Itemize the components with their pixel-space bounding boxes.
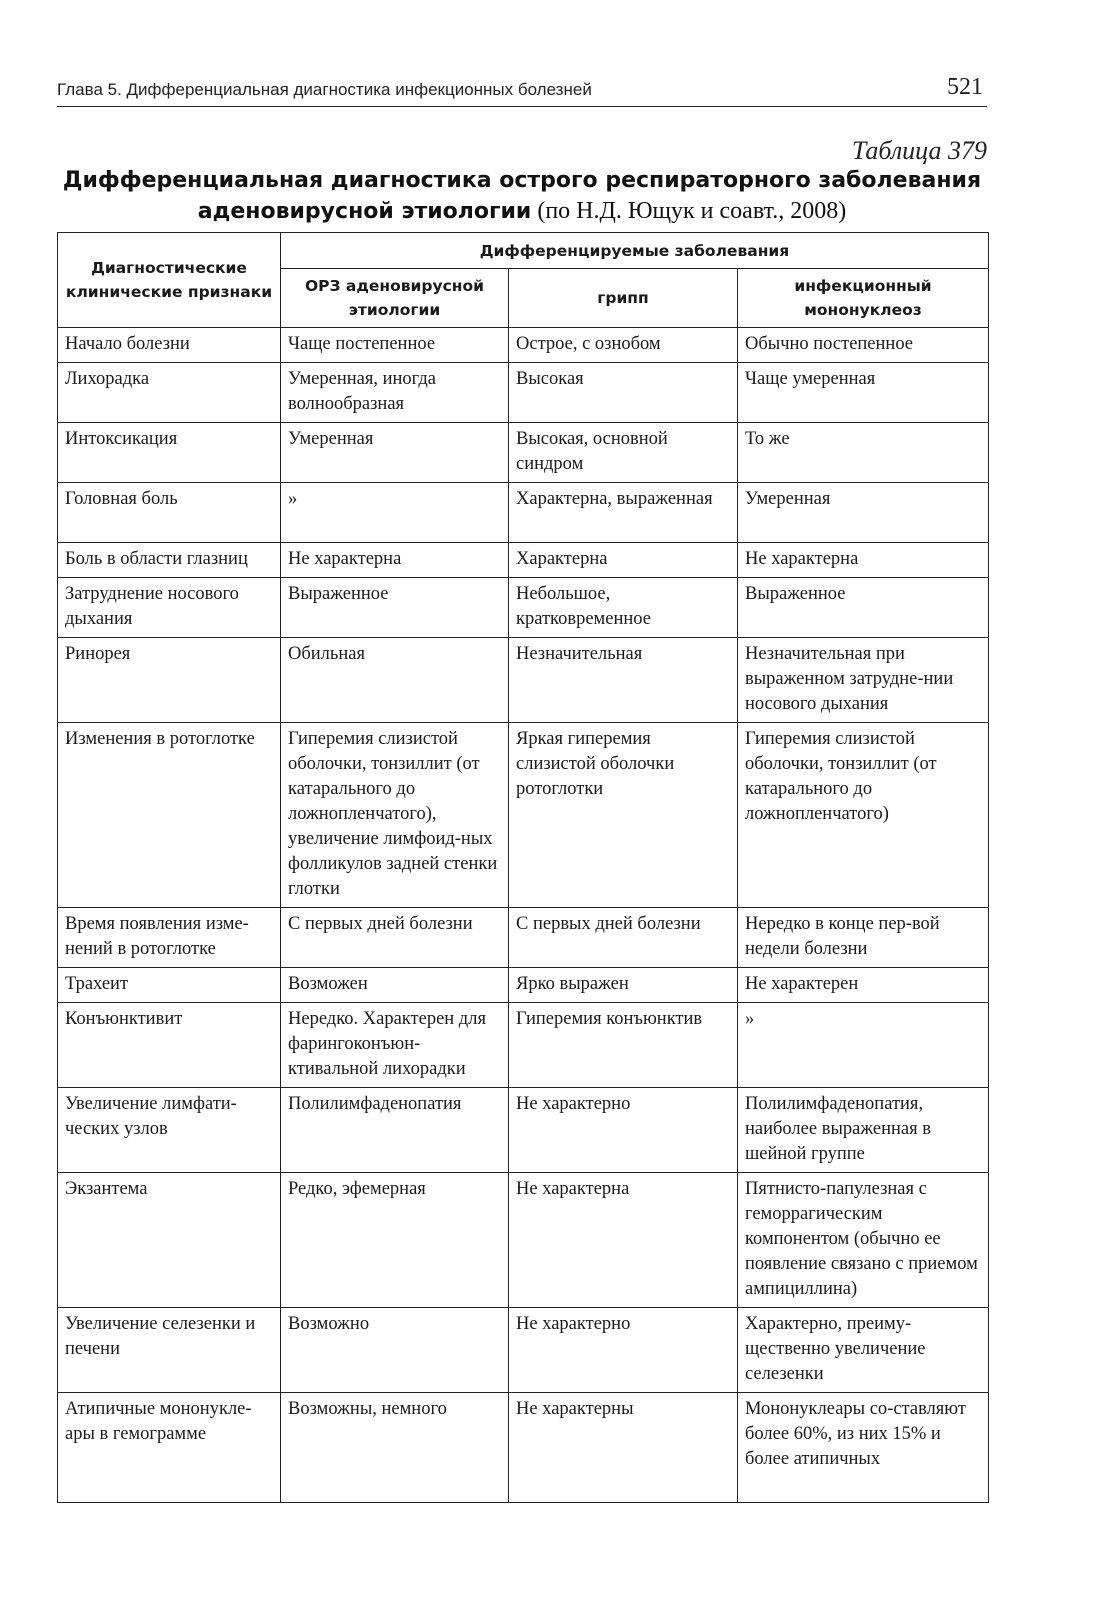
sign-cell: Головная боль: [58, 483, 281, 543]
value-cell: Редко, эфемерная: [281, 1173, 509, 1308]
chapter-title: Глава 5. Дифференциальная диагностика инфекционных болезней: [57, 80, 592, 99]
table-row: [58, 1088, 989, 1173]
value-cell: Умеренная: [738, 483, 989, 543]
table-title: [57, 166, 987, 227]
table-body: [58, 328, 989, 1503]
header-flu: грипп: [509, 269, 738, 328]
sign-cell: Атипичные мононукле-ары в гемограмме: [58, 1393, 281, 1503]
header-group: Дифференцируемые заболевания: [281, 233, 989, 269]
table-row: [58, 578, 989, 638]
table-title-line2-bold: аденовирусной этиологии: [197, 199, 532, 224]
table-title-line2: [57, 196, 987, 227]
value-cell: Не характерна: [738, 543, 989, 578]
table-row: [58, 363, 989, 423]
value-cell: С первых дней болезни: [509, 908, 738, 968]
value-cell: Нередко. Характерен для фарингоконъюн-ктивальной лихорадки: [281, 1003, 509, 1088]
value-cell: Чаще постепенное: [281, 328, 509, 363]
table-row: [58, 543, 989, 578]
table-row: [58, 328, 989, 363]
table-row: [58, 1393, 989, 1503]
sign-cell: Трахеит: [58, 968, 281, 1003]
table-row: [58, 1308, 989, 1393]
value-cell: Обычно постепенное: [738, 328, 989, 363]
sign-cell: Затруднение носового дыхания: [58, 578, 281, 638]
page-number: 521: [947, 74, 983, 100]
table-row: [58, 1003, 989, 1088]
value-cell: Возможен: [281, 968, 509, 1003]
table-title-line1: Дифференциальная диагностика острого респираторного заболевания: [62, 168, 982, 193]
value-cell: Умеренная: [281, 423, 509, 483]
value-cell: Характерно, преиму-щественно увеличение селезенки: [738, 1308, 989, 1393]
table-title-source: (по Н.Д. Ющук и соавт., 2008): [531, 198, 847, 224]
value-cell: Возможно: [281, 1308, 509, 1393]
sign-cell: Ринорея: [58, 638, 281, 723]
value-cell: Незначительная: [509, 638, 738, 723]
value-cell: То же: [738, 423, 989, 483]
value-cell: Не характерны: [509, 1393, 738, 1503]
header-mononucleosis: инфекционный мононуклеоз: [738, 269, 989, 328]
value-cell: Гиперемия слизистой оболочки, тонзиллит (от катарального до ложнопленчатого): [738, 723, 989, 908]
table-row: [58, 483, 989, 543]
value-cell: Не характерна: [281, 543, 509, 578]
header-adenovirus: ОРЗ аденовирусной этиологии: [281, 269, 509, 328]
value-cell: »: [738, 1003, 989, 1088]
value-cell: Небольшое, кратковременное: [509, 578, 738, 638]
table-row: [58, 1173, 989, 1308]
value-cell: Пятнисто-папулезная с геморрагическим компонентом (обычно ее появление связано с приемом ампициллина): [738, 1173, 989, 1308]
value-cell: Не характерно: [509, 1308, 738, 1393]
sign-cell: Начало болезни: [58, 328, 281, 363]
value-cell: Обильная: [281, 638, 509, 723]
sign-cell: Конъюнктивит: [58, 1003, 281, 1088]
value-cell: Выраженное: [281, 578, 509, 638]
value-cell: Высокая, основной синдром: [509, 423, 738, 483]
value-cell: Не характерна: [509, 1173, 738, 1308]
value-cell: Не характерно: [509, 1088, 738, 1173]
table-row: [58, 423, 989, 483]
table-row: [58, 723, 989, 908]
sign-cell: Экзантема: [58, 1173, 281, 1308]
value-cell: Ярко выражен: [509, 968, 738, 1003]
sign-cell: Боль в области глазниц: [58, 543, 281, 578]
value-cell: Не характерен: [738, 968, 989, 1003]
value-cell: Чаще умеренная: [738, 363, 989, 423]
value-cell: Высокая: [509, 363, 738, 423]
value-cell: Полилимфаденопатия: [281, 1088, 509, 1173]
diagnosis-table: [57, 232, 989, 1503]
value-cell: Незначительная при выраженном затрудне-нии носового дыхания: [738, 638, 989, 723]
sign-cell: Увеличение лимфати-ческих узлов: [58, 1088, 281, 1173]
value-cell: »: [281, 483, 509, 543]
value-cell: Гиперемия конъюнктив: [509, 1003, 738, 1088]
header-signs: Диагностические клинические признаки: [58, 233, 281, 328]
sign-cell: Лихорадка: [58, 363, 281, 423]
value-cell: Полилимфаденопатия, наиболее выраженная в шейной группе: [738, 1088, 989, 1173]
table-row: [58, 638, 989, 723]
value-cell: С первых дней болезни: [281, 908, 509, 968]
table-label: Таблица 379: [851, 136, 987, 165]
sign-cell: Увеличение селезенки и печени: [58, 1308, 281, 1393]
sign-cell: Изменения в ротоглотке: [58, 723, 281, 908]
table-row: [58, 968, 989, 1003]
value-cell: Возможны, немного: [281, 1393, 509, 1503]
sign-cell: Время появления изме-нений в ротоглотке: [58, 908, 281, 968]
value-cell: Яркая гиперемия слизистой оболочки ротоглотки: [509, 723, 738, 908]
value-cell: Мононуклеары со-ставляют более 60%, из них 15% и более атипичных: [738, 1393, 989, 1503]
value-cell: Умеренная, иногда волнообразная: [281, 363, 509, 423]
table-row: [58, 908, 989, 968]
sign-cell: Интоксикация: [58, 423, 281, 483]
value-cell: Характерна: [509, 543, 738, 578]
value-cell: Выраженное: [738, 578, 989, 638]
value-cell: Нередко в конце пер-вой недели болезни: [738, 908, 989, 968]
value-cell: Острое, с ознобом: [509, 328, 738, 363]
value-cell: Гиперемия слизистой оболочки, тонзиллит (от катарального до ложнопленчатого), увеличение лимфоид-ных фолликулов задней стенки глотки: [281, 723, 509, 908]
running-header: [57, 72, 987, 107]
value-cell: Характерна, выраженная: [509, 483, 738, 543]
